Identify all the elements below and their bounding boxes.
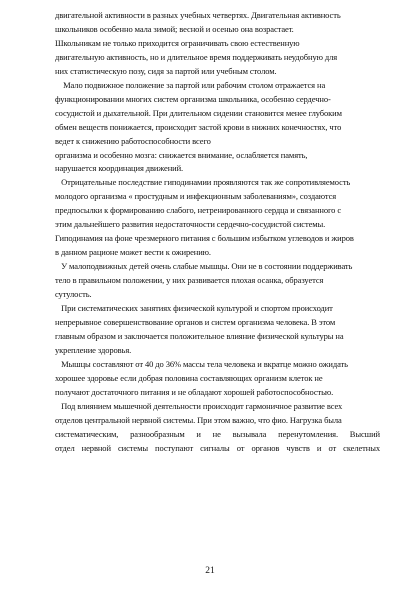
text-line: отделов центральной нервной системы. При этом важно, что фио. Нагрузка была [55,414,342,425]
text-line: ведет к снижению работоспособности всего [55,135,211,146]
text-line: Мышцы составляют от 40 до 36% массы тела человека и вкратце можно ожидать [55,358,348,369]
text-line: них статистическую позу, сидя за партой или учебным столом. [55,65,277,76]
text-line: школьников особенно мала зимой; весной и осенью она возрастает. [55,23,294,34]
text-line: двигательную активность, но и длительное время поддерживать неудобную для [55,51,338,62]
text-line: сутулость. [55,289,92,300]
body-text [55,9,380,456]
text-line: обмен веществ понижается, происходит застой крови в нижних конечностях, что [55,121,342,132]
text-line: тело в правильном положении, у них развивается плохая осанка, образуется [55,275,324,286]
text-line: Под влиянием мышечной деятельности происходит гармоничное развитие всех [55,400,343,411]
text-line: в данном рационе может вести к ожирению. [55,247,211,258]
text-line: функционировании многих систем организма школьника, особенно сердечно- [55,93,331,104]
text-line: нарушается координация движений. [55,163,184,174]
text-line: Отрицательные последствие гиподинамии проявляются так же сопротивляемость [55,177,351,188]
text-line: молодого организма « простудным и инфекционным заболеваниям», создаются [55,191,337,202]
text-line: укрепление здоровья. [55,344,132,355]
text-line: хорошее здоровье если добрая половина составляющих организм клеток не [55,372,323,383]
text-line: отдел нервной системы поступают сигналы от органов чувств и от скелетных [55,442,380,453]
text-line: Гиподинамия на фоне чрезмерного питания с большим избытком углеводов и жиров [55,233,354,244]
text-line: У малоподвижных детей очень слабые мышцы. Они не в состоянии поддерживать [55,261,353,272]
text-line: Школьникам не только приходится ограничивать свою естественную [55,37,300,48]
text-line: сосудистой и дыхательной. При длительном сидении становится менее глубоким [55,107,342,118]
text-line: систематическим, разнообразным и не вызывала перенутомления. Высший [55,428,380,439]
text-line: При систематических занятиях физической культурой и спортом происходит [55,303,333,314]
text-line: Мало подвижное положение за партой или рабочим столом отражается на [55,79,326,90]
text-line: двигательной активности в разных учебных четвертях. Двигательная активность [55,10,341,20]
text-line: этим дальнейшего развития недостаточности сердечно-сосудистой системы. [55,219,326,230]
text-line: непрерывное совершенствование органов и систем организма человека. В этом [55,316,336,327]
text-line: предпосылки к формированию слабого, нетренированного сердца и связанного с [55,205,342,216]
text-line: главным образом и заключается положительное влияние физической культуры на [55,330,344,341]
text-line: организма и особенно мозга: снижается внимание, ослабляется память, [55,149,308,160]
page-number: 21 [205,566,215,576]
text-line: получают достаточного питания и не обладают хорошей работоспособностью. [55,386,334,397]
